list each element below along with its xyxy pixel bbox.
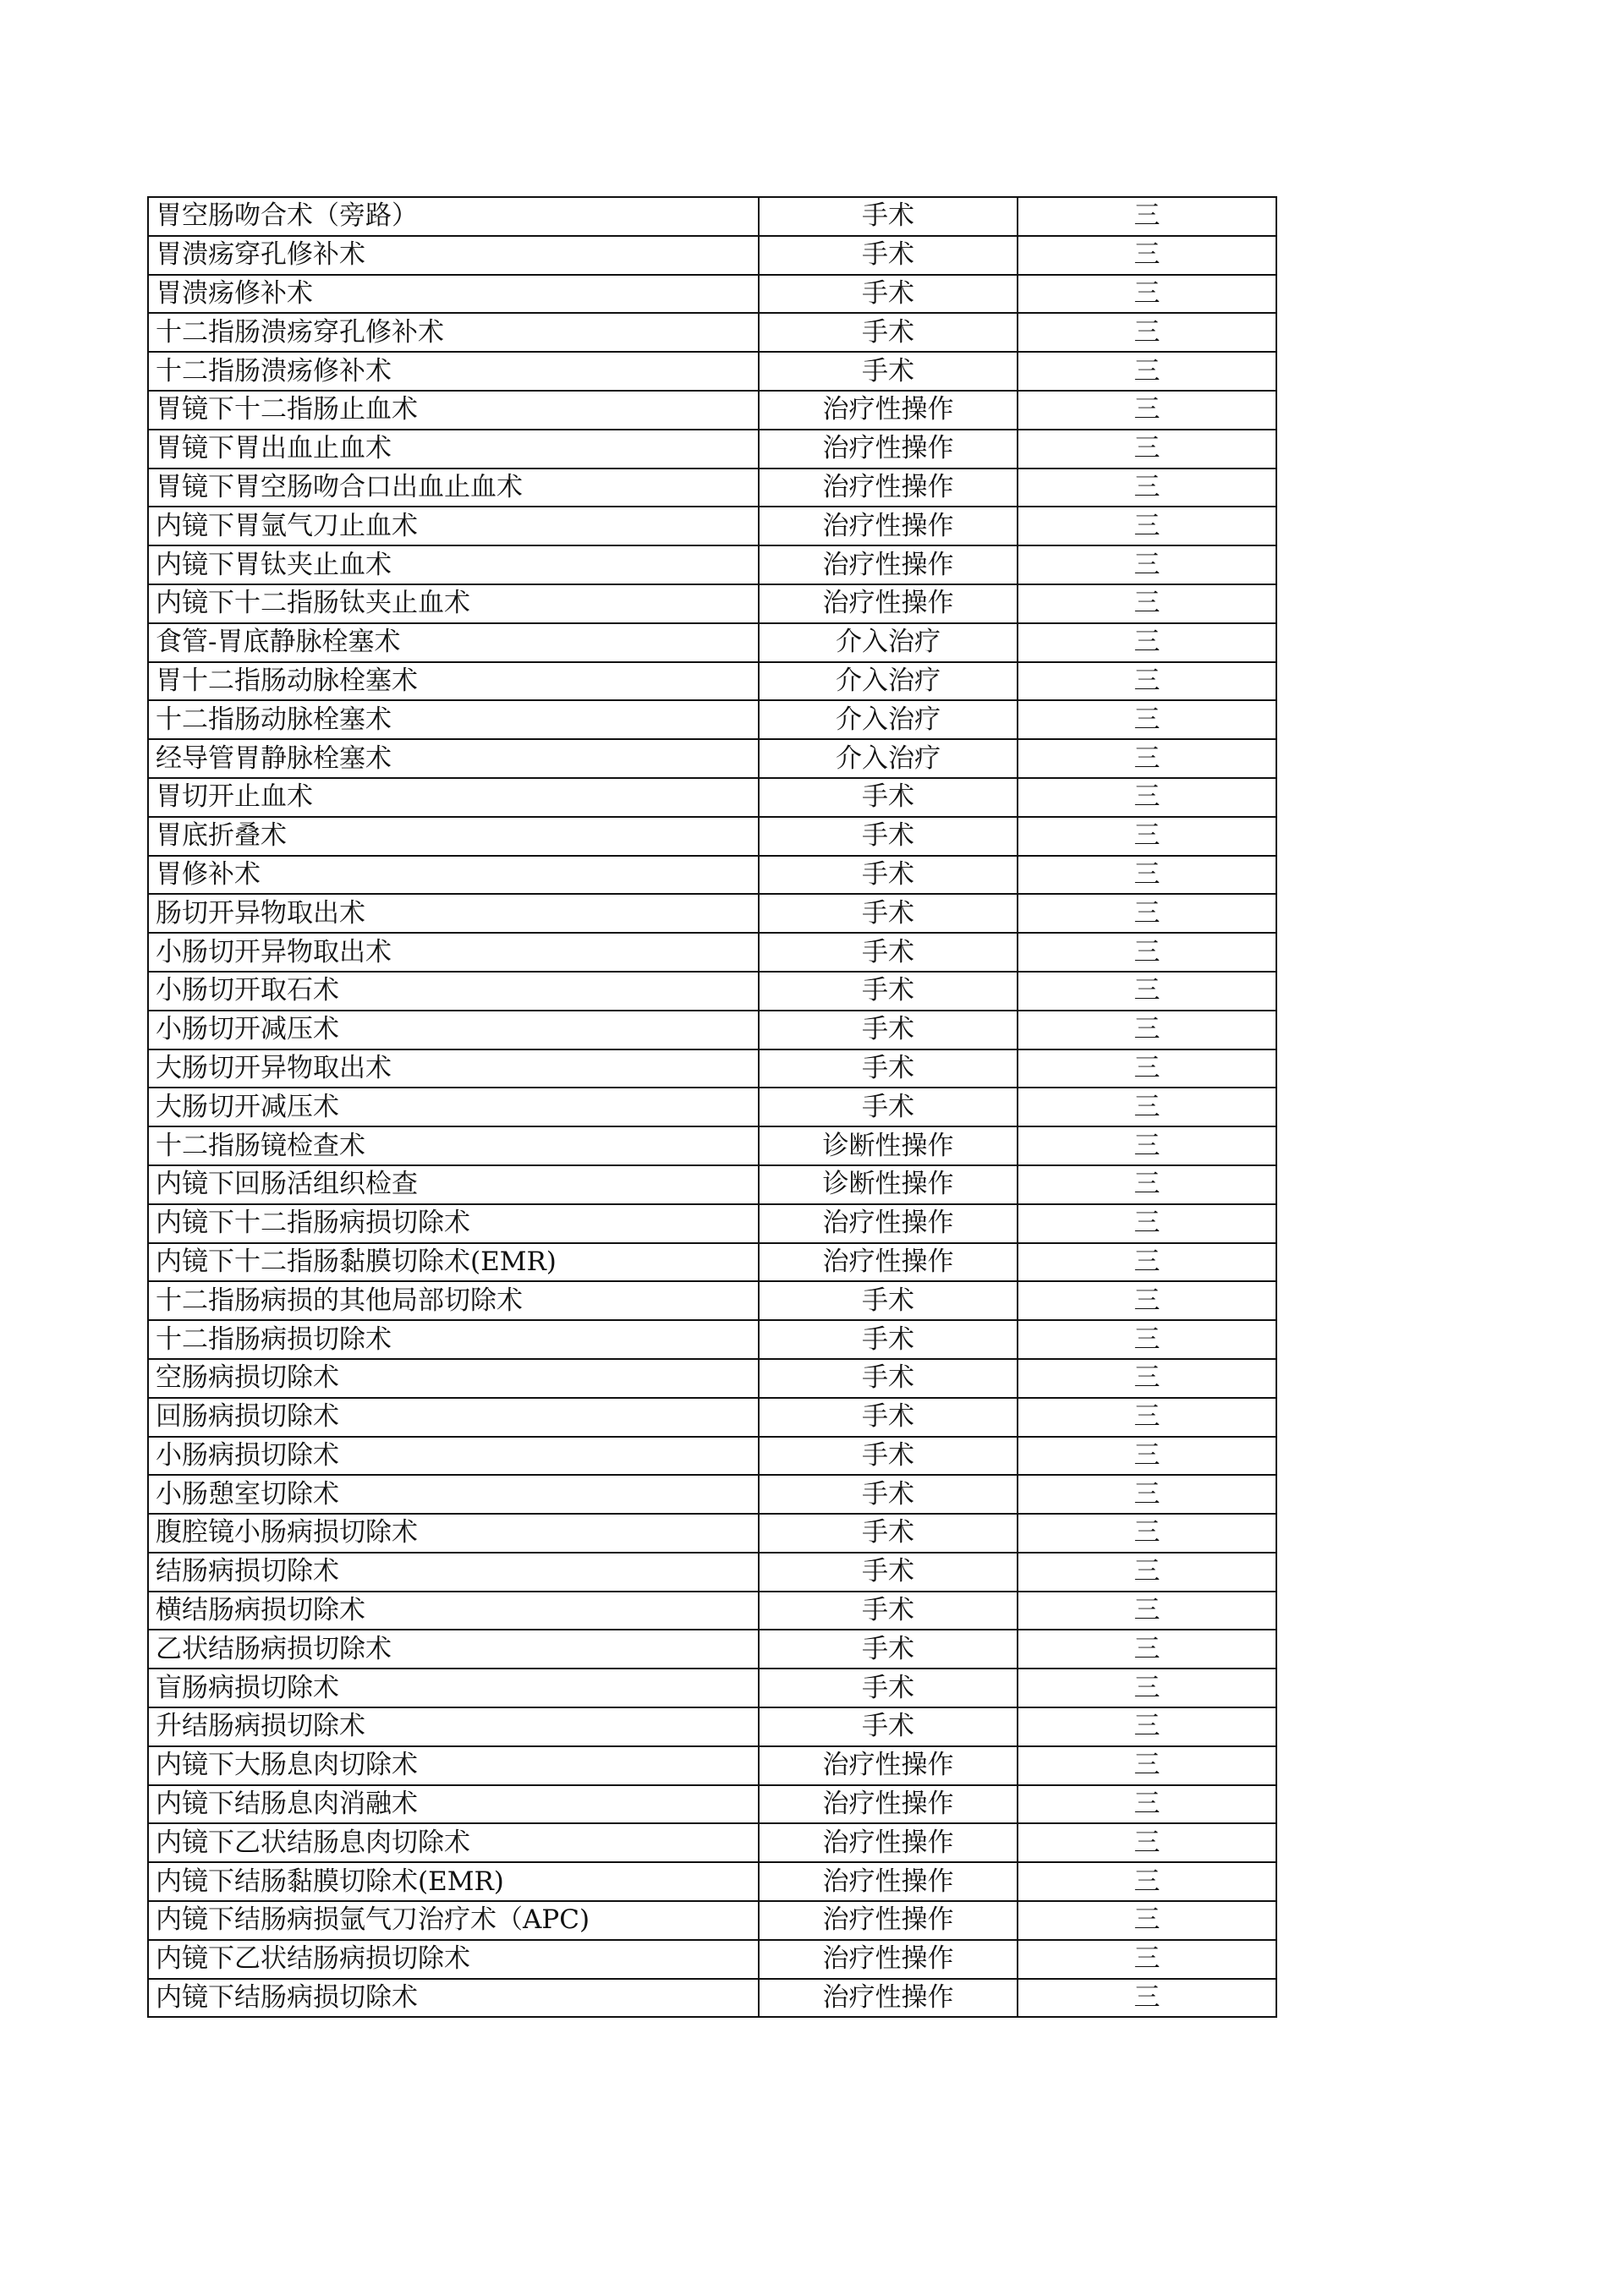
grade-cell: 三	[1018, 469, 1276, 507]
table-row	[148, 739, 1276, 778]
table-row	[148, 469, 1276, 507]
table-row	[148, 1862, 1276, 1901]
grade-cell: 三	[1018, 197, 1276, 236]
grade-cell: 三	[1018, 1281, 1276, 1320]
table-row	[148, 1785, 1276, 1824]
procedure-type-cell: 诊断性操作	[759, 1126, 1018, 1165]
procedure-name-cell: 小肠切开取石术	[148, 972, 759, 1011]
procedure-name-cell: 内镜下胃钛夹止血术	[148, 545, 759, 584]
grade-cell: 三	[1018, 1049, 1276, 1088]
procedure-type-cell: 手术	[759, 1475, 1018, 1514]
procedure-name-cell: 胃空肠吻合术（旁路）	[148, 197, 759, 236]
procedure-name-cell: 腹腔镜小肠病损切除术	[148, 1514, 759, 1553]
procedure-type-cell: 手术	[759, 313, 1018, 352]
grade-cell: 三	[1018, 1088, 1276, 1126]
table-row	[148, 1011, 1276, 1049]
grade-cell: 三	[1018, 856, 1276, 895]
procedure-type-cell: 诊断性操作	[759, 1165, 1018, 1204]
procedure-type-cell: 手术	[759, 275, 1018, 314]
table-row	[148, 1398, 1276, 1437]
grade-cell: 三	[1018, 1011, 1276, 1049]
table-row	[148, 972, 1276, 1011]
table-row	[148, 1359, 1276, 1398]
procedure-type-cell: 手术	[759, 1281, 1018, 1320]
table-row	[148, 662, 1276, 701]
grade-cell: 三	[1018, 1746, 1276, 1785]
procedure-type-cell: 治疗性操作	[759, 1862, 1018, 1901]
grade-cell: 三	[1018, 1359, 1276, 1398]
grade-cell: 三	[1018, 507, 1276, 545]
table-row	[148, 313, 1276, 352]
grade-cell: 三	[1018, 1979, 1276, 2018]
grade-cell: 三	[1018, 700, 1276, 739]
procedure-type-cell: 手术	[759, 972, 1018, 1011]
procedure-type-cell: 手术	[759, 1049, 1018, 1088]
procedure-name-cell: 内镜下大肠息肉切除术	[148, 1746, 759, 1785]
procedure-type-cell: 治疗性操作	[759, 1823, 1018, 1862]
grade-cell: 三	[1018, 313, 1276, 352]
procedure-type-cell: 治疗性操作	[759, 430, 1018, 469]
table-row	[148, 623, 1276, 662]
procedure-name-cell: 食管-胃底静脉栓塞术	[148, 623, 759, 662]
procedure-name-cell: 内镜下回肠活组织检查	[148, 1165, 759, 1204]
grade-cell: 三	[1018, 236, 1276, 275]
grade-cell: 三	[1018, 1204, 1276, 1243]
procedure-name-cell: 胃底折叠术	[148, 817, 759, 856]
table-row	[148, 1592, 1276, 1630]
table-row	[148, 894, 1276, 933]
grade-cell: 三	[1018, 1669, 1276, 1707]
grade-cell: 三	[1018, 1592, 1276, 1630]
procedure-name-cell: 盲肠病损切除术	[148, 1669, 759, 1707]
grade-cell: 三	[1018, 1862, 1276, 1901]
procedure-type-cell: 手术	[759, 1630, 1018, 1669]
procedure-name-cell: 胃切开止血术	[148, 778, 759, 817]
procedure-name-cell: 乙状结肠病损切除术	[148, 1630, 759, 1669]
grade-cell: 三	[1018, 1785, 1276, 1824]
grade-cell: 三	[1018, 817, 1276, 856]
procedure-type-cell: 手术	[759, 197, 1018, 236]
table-row	[148, 1281, 1276, 1320]
grade-cell: 三	[1018, 739, 1276, 778]
table-row	[148, 1823, 1276, 1862]
procedure-name-cell: 肠切开异物取出术	[148, 894, 759, 933]
procedure-name-cell: 内镜下乙状结肠病损切除术	[148, 1940, 759, 1979]
grade-cell: 三	[1018, 1630, 1276, 1669]
grade-cell: 三	[1018, 933, 1276, 972]
procedure-type-cell: 手术	[759, 1707, 1018, 1746]
grade-cell: 三	[1018, 1940, 1276, 1979]
procedure-name-cell: 内镜下结肠病损氩气刀治疗术（APC)	[148, 1901, 759, 1940]
procedure-type-cell: 治疗性操作	[759, 1204, 1018, 1243]
grade-cell: 三	[1018, 1514, 1276, 1553]
table-row	[148, 1979, 1276, 2018]
grade-cell: 三	[1018, 1901, 1276, 1940]
procedure-type-cell: 手术	[759, 856, 1018, 895]
procedure-name-cell: 内镜下结肠黏膜切除术(EMR)	[148, 1862, 759, 1901]
procedure-name-cell: 十二指肠动脉栓塞术	[148, 700, 759, 739]
grade-cell: 三	[1018, 545, 1276, 584]
table-row	[148, 1901, 1276, 1940]
grade-cell: 三	[1018, 391, 1276, 430]
procedure-name-cell: 空肠病损切除术	[148, 1359, 759, 1398]
procedure-name-cell: 小肠病损切除术	[148, 1437, 759, 1476]
procedure-type-cell: 治疗性操作	[759, 1746, 1018, 1785]
procedure-type-cell: 手术	[759, 778, 1018, 817]
grade-cell: 三	[1018, 1398, 1276, 1437]
procedure-type-cell: 治疗性操作	[759, 507, 1018, 545]
procedure-type-cell: 手术	[759, 1553, 1018, 1592]
grade-cell: 三	[1018, 623, 1276, 662]
procedure-type-cell: 手术	[759, 1359, 1018, 1398]
procedure-name-cell: 胃溃疡修补术	[148, 275, 759, 314]
table-row	[148, 1437, 1276, 1476]
procedure-name-cell: 内镜下结肠病损切除术	[148, 1979, 759, 2018]
procedure-type-cell: 介入治疗	[759, 662, 1018, 701]
procedure-type-cell: 治疗性操作	[759, 391, 1018, 430]
table-row	[148, 1049, 1276, 1088]
procedure-name-cell: 胃镜下胃出血止血术	[148, 430, 759, 469]
procedure-type-cell: 手术	[759, 1669, 1018, 1707]
table-row	[148, 1126, 1276, 1165]
procedure-table-body	[148, 197, 1276, 2017]
procedure-name-cell: 结肠病损切除术	[148, 1553, 759, 1592]
procedure-name-cell: 胃溃疡穿孔修补术	[148, 236, 759, 275]
procedure-name-cell: 十二指肠镜检查术	[148, 1126, 759, 1165]
procedure-type-cell: 手术	[759, 1437, 1018, 1476]
table-row	[148, 1514, 1276, 1553]
table-row	[148, 545, 1276, 584]
procedure-type-cell: 手术	[759, 352, 1018, 391]
procedure-name-cell: 胃镜下胃空肠吻合口出血止血术	[148, 469, 759, 507]
procedure-type-cell: 治疗性操作	[759, 1940, 1018, 1979]
table-row	[148, 1746, 1276, 1785]
table-row	[148, 1940, 1276, 1979]
grade-cell: 三	[1018, 1320, 1276, 1359]
procedure-name-cell: 小肠憩室切除术	[148, 1475, 759, 1514]
table-row	[148, 1165, 1276, 1204]
table-row	[148, 275, 1276, 314]
procedure-type-cell: 手术	[759, 933, 1018, 972]
grade-cell: 三	[1018, 778, 1276, 817]
table-row	[148, 236, 1276, 275]
table-row	[148, 1553, 1276, 1592]
grade-cell: 三	[1018, 275, 1276, 314]
table-row	[148, 1475, 1276, 1514]
table-row	[148, 1707, 1276, 1746]
procedure-type-cell: 介入治疗	[759, 623, 1018, 662]
grade-cell: 三	[1018, 1823, 1276, 1862]
procedure-type-cell: 手术	[759, 236, 1018, 275]
procedure-name-cell: 升结肠病损切除术	[148, 1707, 759, 1746]
procedure-name-cell: 大肠切开减压术	[148, 1088, 759, 1126]
procedure-name-cell: 十二指肠溃疡修补术	[148, 352, 759, 391]
procedure-type-cell: 治疗性操作	[759, 1979, 1018, 2018]
table-row	[148, 1243, 1276, 1282]
table-row	[148, 1088, 1276, 1126]
procedure-type-cell: 治疗性操作	[759, 1785, 1018, 1824]
grade-cell: 三	[1018, 430, 1276, 469]
procedure-name-cell: 内镜下十二指肠钛夹止血术	[148, 584, 759, 623]
table-row	[148, 1320, 1276, 1359]
procedure-name-cell: 内镜下乙状结肠息肉切除术	[148, 1823, 759, 1862]
grade-cell: 三	[1018, 1165, 1276, 1204]
table-row	[148, 1630, 1276, 1669]
grade-cell: 三	[1018, 662, 1276, 701]
grade-cell: 三	[1018, 894, 1276, 933]
procedure-name-cell: 小肠切开异物取出术	[148, 933, 759, 972]
procedure-type-cell: 手术	[759, 817, 1018, 856]
grade-cell: 三	[1018, 1553, 1276, 1592]
procedure-type-cell: 手术	[759, 1088, 1018, 1126]
procedure-name-cell: 内镜下结肠息肉消融术	[148, 1785, 759, 1824]
table-row	[148, 507, 1276, 545]
grade-cell: 三	[1018, 1707, 1276, 1746]
procedure-name-cell: 大肠切开异物取出术	[148, 1049, 759, 1088]
table-row	[148, 933, 1276, 972]
procedure-type-cell: 治疗性操作	[759, 1901, 1018, 1940]
grade-cell: 三	[1018, 352, 1276, 391]
procedure-name-cell: 胃十二指肠动脉栓塞术	[148, 662, 759, 701]
procedure-type-cell: 治疗性操作	[759, 545, 1018, 584]
procedure-name-cell: 胃修补术	[148, 856, 759, 895]
procedure-type-cell: 介入治疗	[759, 700, 1018, 739]
table-row	[148, 778, 1276, 817]
procedure-name-cell: 小肠切开减压术	[148, 1011, 759, 1049]
table-row	[148, 1204, 1276, 1243]
table-row	[148, 1669, 1276, 1707]
table-row	[148, 700, 1276, 739]
table-row	[148, 352, 1276, 391]
procedure-table	[147, 196, 1277, 2018]
grade-cell: 三	[1018, 972, 1276, 1011]
procedure-name-cell: 内镜下十二指肠黏膜切除术(EMR)	[148, 1243, 759, 1282]
procedure-type-cell: 手术	[759, 1011, 1018, 1049]
procedure-name-cell: 十二指肠溃疡穿孔修补术	[148, 313, 759, 352]
procedure-name-cell: 胃镜下十二指肠止血术	[148, 391, 759, 430]
procedure-name-cell: 内镜下十二指肠病损切除术	[148, 1204, 759, 1243]
grade-cell: 三	[1018, 584, 1276, 623]
procedure-name-cell: 经导管胃静脉栓塞术	[148, 739, 759, 778]
table-row	[148, 817, 1276, 856]
procedure-type-cell: 手术	[759, 1514, 1018, 1553]
procedure-type-cell: 治疗性操作	[759, 469, 1018, 507]
table-row	[148, 856, 1276, 895]
procedure-name-cell: 十二指肠病损的其他局部切除术	[148, 1281, 759, 1320]
procedure-type-cell: 介入治疗	[759, 739, 1018, 778]
table-row	[148, 391, 1276, 430]
table-row	[148, 584, 1276, 623]
procedure-name-cell: 回肠病损切除术	[148, 1398, 759, 1437]
procedure-type-cell: 治疗性操作	[759, 1243, 1018, 1282]
procedure-type-cell: 手术	[759, 1592, 1018, 1630]
procedure-name-cell: 内镜下胃氩气刀止血术	[148, 507, 759, 545]
grade-cell: 三	[1018, 1437, 1276, 1476]
table-row	[148, 197, 1276, 236]
procedure-type-cell: 治疗性操作	[759, 584, 1018, 623]
procedure-name-cell: 横结肠病损切除术	[148, 1592, 759, 1630]
grade-cell: 三	[1018, 1126, 1276, 1165]
table-row	[148, 430, 1276, 469]
procedure-type-cell: 手术	[759, 1320, 1018, 1359]
procedure-type-cell: 手术	[759, 894, 1018, 933]
grade-cell: 三	[1018, 1475, 1276, 1514]
procedure-name-cell: 十二指肠病损切除术	[148, 1320, 759, 1359]
grade-cell: 三	[1018, 1243, 1276, 1282]
procedure-type-cell: 手术	[759, 1398, 1018, 1437]
